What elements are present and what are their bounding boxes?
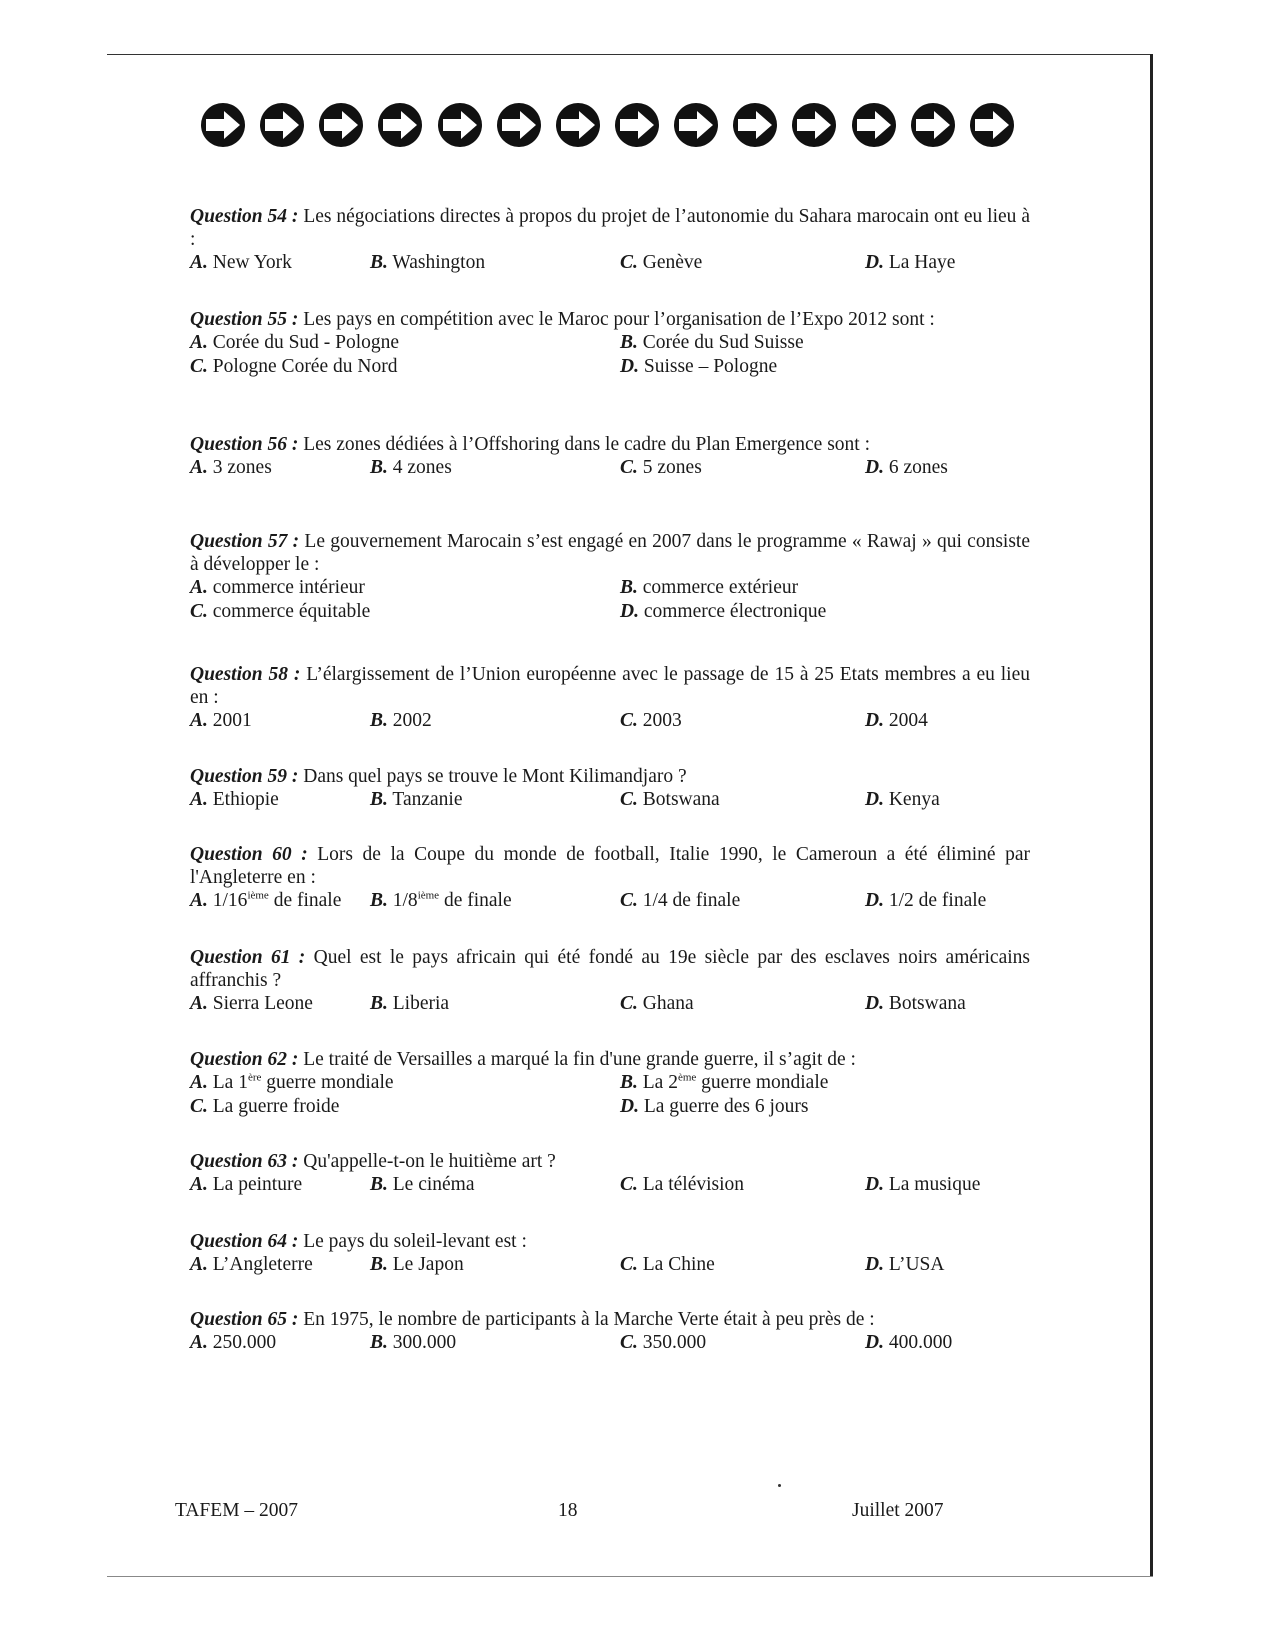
question-text bbox=[190, 946, 1030, 992]
question-label: Question 63 bbox=[190, 1151, 287, 1172]
answer-options bbox=[190, 788, 1030, 813]
option-letter: D. bbox=[865, 993, 884, 1014]
answer-option bbox=[190, 1173, 302, 1196]
question-text bbox=[190, 663, 1030, 709]
question-block bbox=[190, 1308, 1030, 1356]
question-body: Lors de la Coupe du monde de football, Italie 1990, le Cameroun a été éliminé par l'Angleterre en : bbox=[190, 844, 1031, 888]
option-letter: B. bbox=[370, 252, 388, 273]
option-letter: B. bbox=[370, 1254, 388, 1275]
option-text: La guerre froide bbox=[207, 1096, 340, 1117]
question-label-colon: : bbox=[286, 309, 299, 330]
answer-options bbox=[190, 331, 1030, 381]
option-text: 1/2 de finale bbox=[883, 890, 987, 911]
option-text: Ghana bbox=[637, 993, 694, 1014]
answer-option bbox=[865, 1253, 944, 1276]
answer-option bbox=[865, 456, 948, 479]
answer-option bbox=[620, 355, 777, 378]
option-letter: B. bbox=[370, 890, 388, 911]
answer-option bbox=[620, 788, 720, 811]
answer-option bbox=[620, 1095, 808, 1118]
question-text bbox=[190, 1230, 1030, 1253]
answer-option bbox=[190, 456, 272, 479]
option-letter: A. bbox=[190, 1072, 208, 1093]
top-border-line bbox=[107, 54, 1152, 55]
option-letter: A. bbox=[190, 710, 208, 731]
question-label-colon: : bbox=[290, 947, 306, 968]
option-letter: B. bbox=[620, 1072, 638, 1093]
answer-option bbox=[620, 1253, 715, 1276]
option-letter: C. bbox=[620, 890, 638, 911]
option-text: La Haye bbox=[883, 252, 956, 273]
option-text: commerce électronique bbox=[638, 601, 827, 622]
option-text: La télévision bbox=[637, 1174, 745, 1195]
answer-option bbox=[865, 992, 966, 1015]
right-arrow-circle-icon bbox=[732, 102, 778, 148]
answer-option bbox=[190, 355, 397, 378]
answer-option bbox=[370, 1253, 464, 1276]
option-text: commerce équitable bbox=[207, 601, 371, 622]
option-letter: A. bbox=[190, 577, 208, 598]
option-letter: B. bbox=[370, 1174, 388, 1195]
question-label: Question 65 bbox=[190, 1309, 287, 1330]
question-label-colon: : bbox=[287, 664, 301, 685]
option-text: commerce intérieur bbox=[207, 577, 365, 598]
question-label-colon: : bbox=[287, 206, 299, 227]
right-arrow-circle-icon bbox=[969, 102, 1015, 148]
option-text: Le Japon bbox=[387, 1254, 464, 1275]
option-text: La musique bbox=[883, 1174, 981, 1195]
question-body: Le traité de Versailles a marqué la fin d'une grande guerre, il s’agit de : bbox=[298, 1049, 856, 1070]
right-arrow-circle-icon bbox=[200, 102, 246, 148]
question-body: Dans quel pays se trouve le Mont Kilimandjaro ? bbox=[298, 766, 687, 787]
option-letter: C. bbox=[620, 252, 638, 273]
option-letter: C. bbox=[620, 1174, 638, 1195]
option-superscript: ère bbox=[247, 1071, 262, 1084]
option-text: 2001 bbox=[207, 710, 252, 731]
option-letter: C. bbox=[190, 601, 208, 622]
option-text: 350.000 bbox=[637, 1332, 707, 1353]
right-arrow-circle-icon bbox=[318, 102, 364, 148]
option-letter: C. bbox=[620, 1254, 638, 1275]
question-label-colon: : bbox=[286, 1049, 299, 1070]
answer-option bbox=[620, 456, 702, 479]
option-letter: D. bbox=[865, 1254, 884, 1275]
option-text: Suisse – Pologne bbox=[638, 356, 778, 377]
option-text: La guerre des 6 jours bbox=[638, 1096, 809, 1117]
right-border-line bbox=[1150, 54, 1153, 1577]
option-text: La 1 bbox=[207, 1072, 248, 1093]
footer-page-number: 18 bbox=[558, 1500, 578, 1521]
answer-option bbox=[190, 576, 365, 599]
option-letter: A. bbox=[190, 252, 208, 273]
option-text: 5 zones bbox=[637, 457, 702, 478]
option-letter: B. bbox=[370, 710, 388, 731]
right-arrow-circle-icon bbox=[791, 102, 837, 148]
option-text: 1/4 de finale bbox=[637, 890, 741, 911]
answer-option bbox=[190, 331, 399, 354]
answer-option bbox=[620, 1331, 706, 1354]
right-arrow-circle-icon bbox=[910, 102, 956, 148]
answer-options bbox=[190, 1331, 1030, 1356]
scan-speck bbox=[778, 1484, 781, 1487]
option-letter: A. bbox=[190, 890, 208, 911]
option-superscript: ième bbox=[247, 889, 269, 902]
option-letter: D. bbox=[865, 1174, 884, 1195]
question-body: L’élargissement de l’Union européenne avec le passage de 15 à 25 Etats membres a eu lieu en : bbox=[190, 664, 1030, 708]
answer-options bbox=[190, 709, 1030, 734]
answer-option bbox=[620, 600, 826, 623]
answer-option bbox=[370, 251, 485, 274]
option-letter: C. bbox=[620, 789, 638, 810]
option-letter: B. bbox=[370, 457, 388, 478]
question-label: Question 60 bbox=[190, 844, 292, 865]
question-block bbox=[190, 663, 1030, 734]
option-letter: C. bbox=[190, 1096, 208, 1117]
option-text: 2004 bbox=[883, 710, 928, 731]
option-text: Kenya bbox=[883, 789, 940, 810]
question-label: Question 59 bbox=[190, 766, 287, 787]
answer-option bbox=[190, 992, 313, 1015]
answer-option bbox=[865, 251, 955, 274]
option-text: Washington bbox=[387, 252, 486, 273]
bottom-border-line bbox=[107, 1576, 1153, 1577]
question-label: Question 56 bbox=[190, 434, 287, 455]
option-text: Botswana bbox=[883, 993, 966, 1014]
option-letter: B. bbox=[370, 993, 388, 1014]
question-block bbox=[190, 1230, 1030, 1278]
option-text: 1/8 bbox=[387, 890, 418, 911]
question-label-colon: : bbox=[287, 531, 300, 552]
question-label: Question 55 bbox=[190, 309, 287, 330]
question-label-colon: : bbox=[291, 844, 308, 865]
question-label: Question 54 bbox=[190, 206, 288, 227]
option-text: Ethiopie bbox=[207, 789, 279, 810]
answer-option bbox=[865, 788, 940, 811]
option-text: Pologne Corée du Nord bbox=[207, 356, 398, 377]
question-text bbox=[190, 205, 1030, 251]
option-text-suffix: guerre mondiale bbox=[696, 1072, 829, 1093]
option-text: 300.000 bbox=[387, 1332, 457, 1353]
question-block bbox=[190, 843, 1030, 914]
option-text: 2002 bbox=[387, 710, 432, 731]
option-letter: D. bbox=[865, 252, 884, 273]
question-body: Les zones dédiées à l’Offshoring dans le cadre du Plan Emergence sont : bbox=[298, 434, 871, 455]
option-text: 250.000 bbox=[207, 1332, 277, 1353]
option-letter: D. bbox=[620, 1096, 639, 1117]
option-text-suffix: de finale bbox=[268, 890, 342, 911]
question-block bbox=[190, 308, 1030, 381]
option-letter: D. bbox=[620, 601, 639, 622]
right-arrow-circle-icon bbox=[555, 102, 601, 148]
option-letter: B. bbox=[620, 332, 638, 353]
answer-option bbox=[370, 992, 449, 1015]
answer-options bbox=[190, 456, 1030, 481]
question-text bbox=[190, 308, 1030, 331]
answer-option bbox=[370, 1331, 456, 1354]
arrow-icon-row bbox=[200, 102, 1015, 152]
question-text bbox=[190, 433, 1030, 456]
answer-options bbox=[190, 1173, 1030, 1198]
option-text: Tanzanie bbox=[387, 789, 463, 810]
question-block bbox=[190, 1048, 1030, 1121]
question-label: Question 64 bbox=[190, 1231, 287, 1252]
option-letter: B. bbox=[620, 577, 638, 598]
answer-option bbox=[190, 709, 252, 732]
right-arrow-circle-icon bbox=[851, 102, 897, 148]
answer-option bbox=[620, 1071, 828, 1094]
answer-option bbox=[620, 889, 740, 912]
option-text: Genève bbox=[637, 252, 703, 273]
option-text: Botswana bbox=[637, 789, 720, 810]
option-text: La Chine bbox=[637, 1254, 715, 1275]
question-block bbox=[190, 530, 1030, 626]
question-label-colon: : bbox=[286, 434, 299, 455]
option-text: L’USA bbox=[883, 1254, 945, 1275]
right-arrow-circle-icon bbox=[673, 102, 719, 148]
question-label-colon: : bbox=[286, 1151, 299, 1172]
option-letter: D. bbox=[865, 890, 884, 911]
option-text: 4 zones bbox=[387, 457, 452, 478]
question-block bbox=[190, 1150, 1030, 1198]
option-letter: C. bbox=[620, 710, 638, 731]
answer-option bbox=[190, 788, 279, 811]
question-label: Question 58 bbox=[190, 664, 288, 685]
option-letter: A. bbox=[190, 1254, 208, 1275]
answer-option bbox=[620, 1173, 744, 1196]
option-letter: B. bbox=[370, 1332, 388, 1353]
option-text: La 2 bbox=[637, 1072, 678, 1093]
option-text-suffix: guerre mondiale bbox=[261, 1072, 394, 1093]
question-body: En 1975, le nombre de participants à la Marche Verte était à peu près de : bbox=[298, 1309, 875, 1330]
option-letter: D. bbox=[620, 356, 639, 377]
question-label: Question 61 bbox=[190, 947, 291, 968]
option-letter: B. bbox=[370, 789, 388, 810]
answer-option bbox=[190, 251, 292, 274]
answer-option bbox=[370, 709, 432, 732]
option-letter: D. bbox=[865, 710, 884, 731]
option-letter: C. bbox=[190, 356, 208, 377]
question-body: Quel est le pays africain qui été fondé au 19e siècle par des esclaves noirs américains affranchis ? bbox=[190, 947, 1030, 991]
right-arrow-circle-icon bbox=[259, 102, 305, 148]
answer-option bbox=[620, 992, 694, 1015]
question-body: Les pays en compétition avec le Maroc pour l’organisation de l’Expo 2012 sont : bbox=[298, 309, 935, 330]
question-body: Le gouvernement Marocain s’est engagé en 2007 dans le programme « Rawaj » qui consiste à développer le : bbox=[190, 531, 1031, 575]
answer-option bbox=[865, 889, 986, 912]
option-letter: C. bbox=[620, 993, 638, 1014]
answer-option bbox=[190, 1253, 313, 1276]
option-letter: A. bbox=[190, 1332, 208, 1353]
question-body: Le pays du soleil-levant est : bbox=[298, 1231, 527, 1252]
option-text: La peinture bbox=[207, 1174, 303, 1195]
option-letter: A. bbox=[190, 457, 208, 478]
answer-option bbox=[190, 1095, 339, 1118]
option-letter: C. bbox=[620, 457, 638, 478]
question-label-colon: : bbox=[286, 1231, 299, 1252]
answer-option bbox=[620, 576, 798, 599]
option-superscript: ième bbox=[417, 889, 440, 902]
option-letter: D. bbox=[865, 789, 884, 810]
right-arrow-circle-icon bbox=[496, 102, 542, 148]
question-block bbox=[190, 946, 1030, 1017]
answer-option bbox=[370, 788, 463, 811]
answer-options bbox=[190, 251, 1030, 276]
right-arrow-circle-icon bbox=[377, 102, 423, 148]
question-text bbox=[190, 1308, 1030, 1331]
answer-option bbox=[865, 709, 928, 732]
option-text: New York bbox=[207, 252, 292, 273]
option-text: commerce extérieur bbox=[637, 577, 799, 598]
answer-option bbox=[190, 1331, 276, 1354]
question-text bbox=[190, 765, 1030, 788]
question-block bbox=[190, 433, 1030, 481]
option-letter: A. bbox=[190, 789, 208, 810]
answer-option bbox=[370, 1173, 475, 1196]
question-text bbox=[190, 843, 1030, 889]
option-text: Liberia bbox=[387, 993, 450, 1014]
answer-option bbox=[620, 251, 702, 274]
question-label-colon: : bbox=[286, 766, 299, 787]
answer-option bbox=[370, 456, 452, 479]
option-text: 400.000 bbox=[883, 1332, 953, 1353]
question-label-colon: : bbox=[286, 1309, 299, 1330]
footer-date: Juillet 2007 bbox=[852, 1500, 944, 1521]
option-text: Le cinéma bbox=[387, 1174, 475, 1195]
option-superscript: ème bbox=[677, 1071, 697, 1084]
right-arrow-circle-icon bbox=[614, 102, 660, 148]
option-text: Corée du Sud Suisse bbox=[637, 332, 804, 353]
question-label: Question 62 bbox=[190, 1049, 287, 1070]
option-text-suffix: de finale bbox=[439, 890, 512, 911]
answer-option bbox=[620, 709, 682, 732]
option-text: 2003 bbox=[637, 710, 682, 731]
question-block bbox=[190, 205, 1030, 276]
option-text: Sierra Leone bbox=[207, 993, 313, 1014]
footer-exam-name: TAFEM – 2007 bbox=[175, 1500, 299, 1521]
question-body: Les négociations directes à propos du projet de l’autonomie du Sahara marocain ont eu lieu à : bbox=[190, 206, 1030, 250]
answer-option bbox=[370, 889, 512, 912]
option-letter: D. bbox=[865, 457, 884, 478]
question-body: Qu'appelle-t-on le huitième art ? bbox=[298, 1151, 556, 1172]
option-letter: A. bbox=[190, 1174, 208, 1195]
option-letter: A. bbox=[190, 332, 208, 353]
right-arrow-circle-icon bbox=[437, 102, 483, 148]
option-text: Corée du Sud - Pologne bbox=[207, 332, 400, 353]
question-block bbox=[190, 765, 1030, 813]
option-text: 3 zones bbox=[207, 457, 272, 478]
question-text bbox=[190, 530, 1030, 576]
answer-options bbox=[190, 576, 1030, 626]
answer-options bbox=[190, 1071, 1030, 1121]
question-label: Question 57 bbox=[190, 531, 288, 552]
answer-option bbox=[865, 1331, 952, 1354]
answer-option bbox=[190, 889, 341, 912]
option-letter: A. bbox=[190, 993, 208, 1014]
question-text bbox=[190, 1048, 1030, 1071]
option-text: L’Angleterre bbox=[207, 1254, 313, 1275]
option-text: 1/16 bbox=[207, 890, 248, 911]
answer-option bbox=[190, 1071, 394, 1094]
answer-options bbox=[190, 1253, 1030, 1278]
answer-options bbox=[190, 992, 1030, 1017]
option-letter: C. bbox=[620, 1332, 638, 1353]
answer-options bbox=[190, 889, 1030, 914]
answer-option bbox=[865, 1173, 980, 1196]
answer-option bbox=[190, 600, 370, 623]
option-text: 6 zones bbox=[883, 457, 948, 478]
question-text bbox=[190, 1150, 1030, 1173]
answer-option bbox=[620, 331, 804, 354]
option-letter: D. bbox=[865, 1332, 884, 1353]
